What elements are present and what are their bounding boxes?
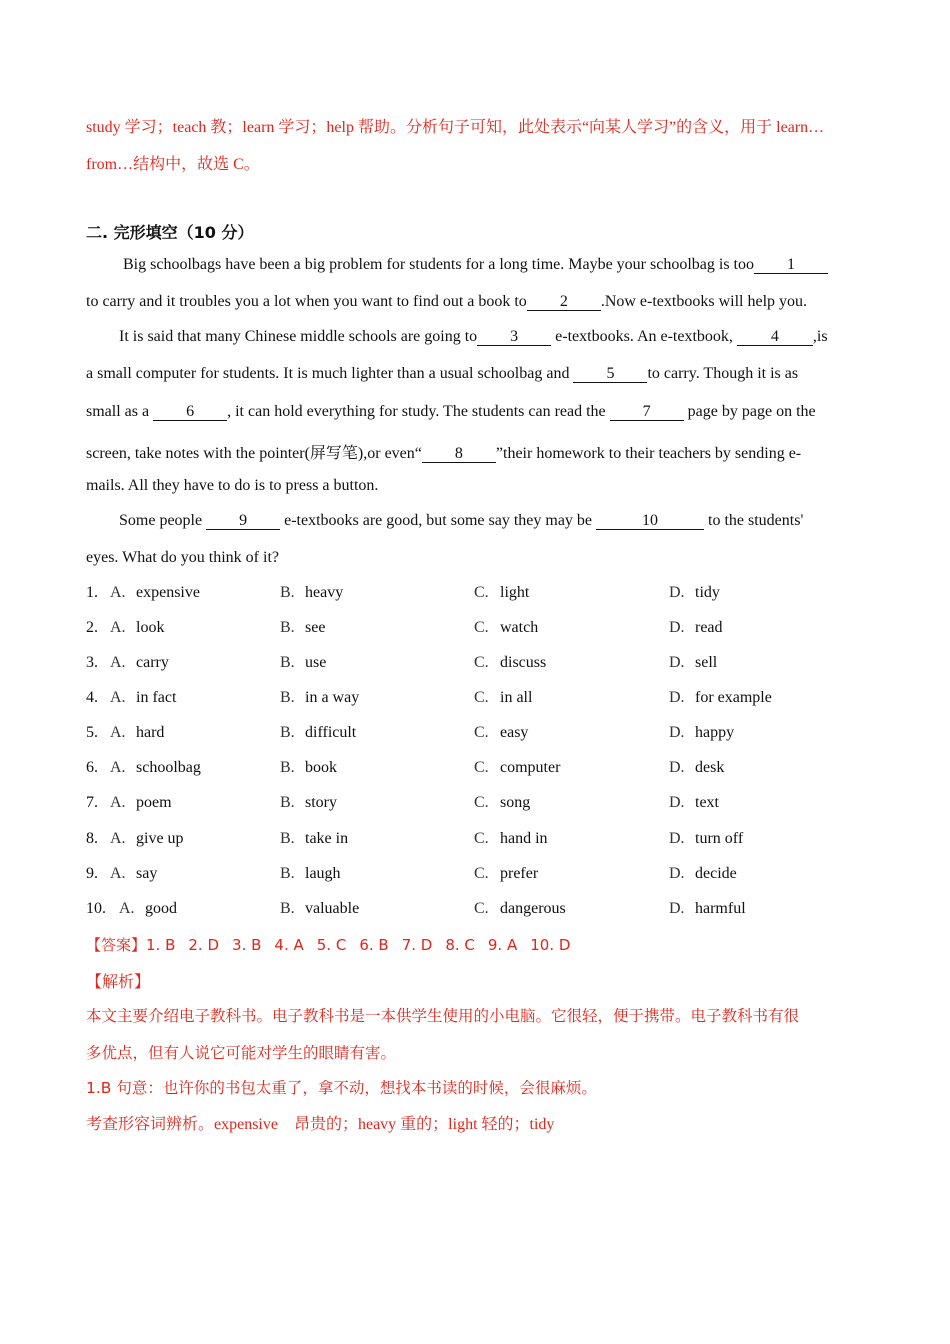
passage-line: small as a 6 , it can hold everything for study. The students can read the 7 page by page on the [86,403,816,420]
option-row-8: 8. A. give up B. take in C. hand in D. turn off [86,830,744,847]
option-row-2: 2. A. look B. see C. watch D. read [86,619,723,636]
blank-7: 7 [610,404,684,421]
blank-2: 2 [527,294,601,311]
passage-line: screen, take notes with the pointer(屏写笔),or even“ 8 ”their homework to their teachers by sending e- [86,445,802,462]
blank-8: 8 [422,446,496,463]
option-row-4: 4. A. in fact B. in a way C. in all D. for example [86,689,772,706]
analysis-summary-1: 本文主要介绍电子教科书。电子教科书是一本供学生使用的小电脑。它很轻，便于携带。电子教科书有很 [86,1007,800,1025]
passage-line: Big schoolbags have been a big problem for students for a long time. Maybe your schoolbag is too 1 [123,256,828,274]
passage-line: Some people 9 e-textbooks are good, but some say they may be 10 to the students' [119,512,804,529]
option-row-1: 1. A. expensive B. heavy C. light D. tidy [86,584,720,601]
blank-3: 3 [477,329,551,346]
blank-1: 1 [754,257,828,274]
option-row-10: 10. A. good B. valuable C. dangerous D. harmful [86,900,746,917]
passage-line: to carry and it troubles you a lot when you want to find out a book to 2 .Now e-textbooks will help you. [86,293,808,310]
analysis-q1-meaning: 1.B 句意：也许你的书包太重了，拿不动，想找本书读的时候，会很麻烦。 [86,1079,597,1097]
analysis-label: 【解析】 [86,972,151,991]
section-title: 二. 完形填空（10 分） [86,223,254,242]
option-row-3: 3. A. carry B. use C. discuss D. sell [86,654,718,671]
passage-line: mails. All they have to do is to press a button. [86,477,379,494]
answer-label: 【答案】 [86,936,147,954]
prev-explanation-line-2: from…结构中，故选 C。 [86,156,260,173]
blank-5: 5 [573,366,647,383]
passage-line: eyes. What do you think of it? [86,549,279,566]
passage-line: It is said that many Chinese middle schools are going to 3 e-textbooks. An e-textbook, 4 ,is [119,328,828,345]
analysis-q1-detail: 考查形容词辨析。expensive 昂贵的；heavy 重的；light 轻的；tidy [86,1116,555,1133]
passage-line: a small computer for students. It is much lighter than a usual schoolbag and 5 to carry. Though it is as [86,365,799,382]
prev-explanation-line-1: study 学习；teach 教；learn 学习；help 帮助。分析句子可知，此处表示“向某人学习”的含义，用于 learn… [86,119,825,136]
blank-4: 4 [737,329,813,346]
answer-line: 【答案】1. B 2. D 3. B 4. A 5. C 6. B 7. D 8. C 9. A 10. D [86,936,571,954]
analysis-summary-2: 多优点，但有人说它可能对学生的眼睛有害。 [86,1044,397,1062]
option-row-9: 9. A. say B. laugh C. prefer D. decide [86,865,737,882]
option-row-5: 5. A. hard B. difficult C. easy D. happy [86,724,735,741]
option-row-6: 6. A. schoolbag B. book C. computer D. desk [86,759,725,776]
option-row-7: 7. A. poem B. story C. song D. text [86,794,719,811]
blank-9: 9 [206,513,280,530]
blank-10: 10 [596,513,704,530]
blank-6: 6 [153,404,227,421]
